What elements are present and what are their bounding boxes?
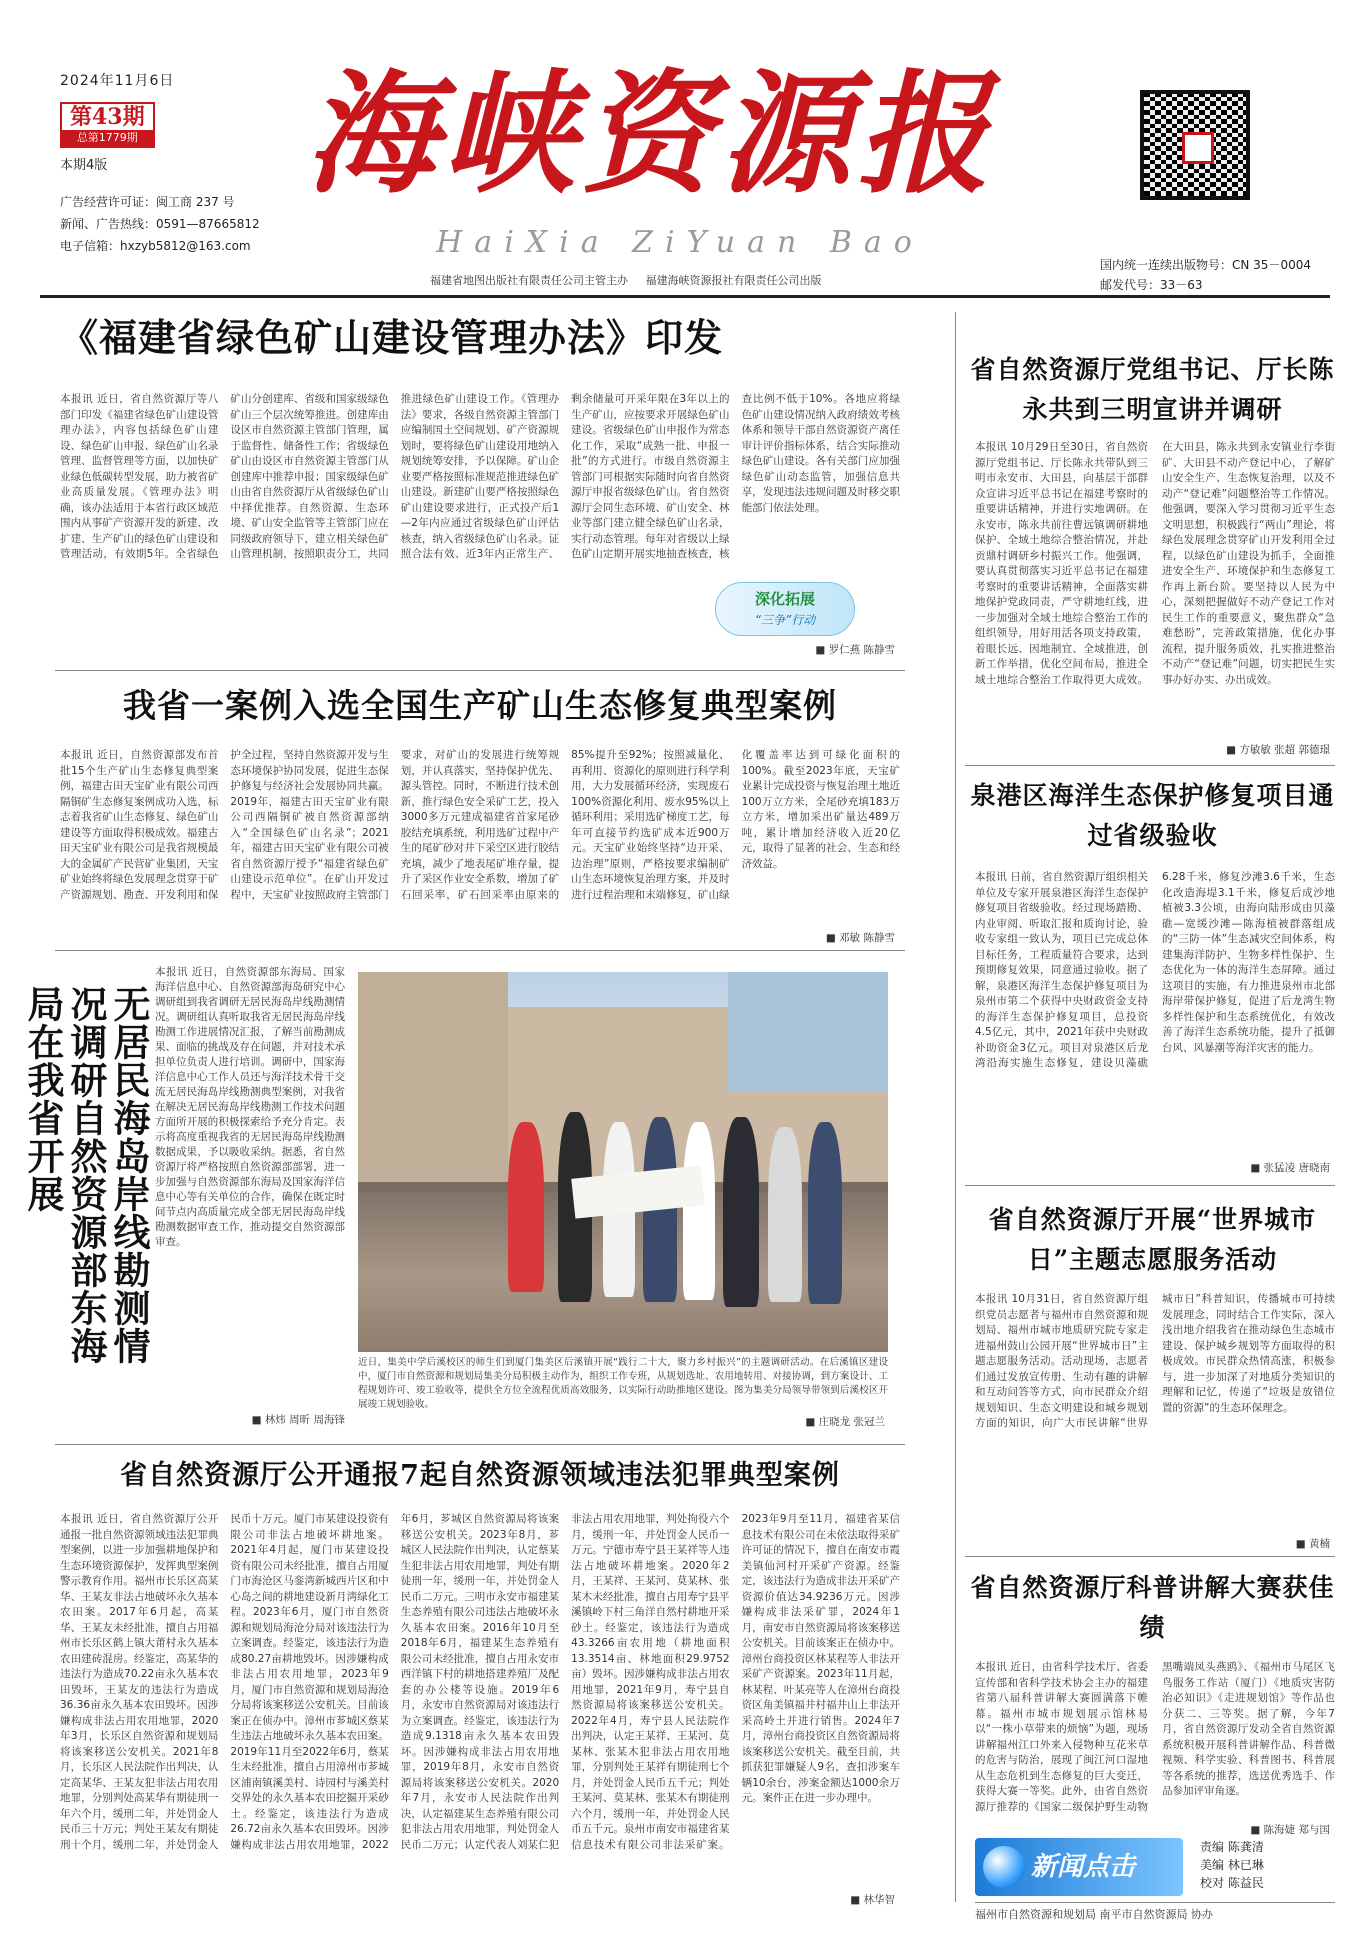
newspaper-pinyin: HaiXia ZiYuan Bao [436, 225, 924, 260]
editor-in-charge: 责编 陈龚清 [1200, 1840, 1264, 1854]
editors [1200, 1838, 1330, 1892]
article-3-byline: ■ 林炜 周昕 周海锋 [251, 1414, 345, 1426]
divider [965, 1556, 1335, 1557]
divider [55, 950, 905, 951]
proofreader: 校对 陈益民 [1200, 1876, 1264, 1890]
campaign-badge-line2: “三争”行动 [754, 613, 816, 627]
sponsors [430, 272, 822, 288]
right-4-byline: ■ 陈海婕 郑与国 [1250, 1824, 1330, 1836]
right-4-headline: 省自然资源厅科普讲解大赛获佳绩 [970, 1573, 1335, 1642]
right-4-body: 本报讯 近日，由省科学技术厅、省委宣传部和省科学技术协会主办的福建省第八届科普讲解大赛圆满落下帷幕。福州市城市规划展示馆林易以“一株小草带来的烦恼”为题，现场讲解福州江口外来入侵物种互花米草的危害与防治，展现了闽江河口湿地从生态危机到生态修复的巨大变迁，获得大赛一等奖。此外，由省自然资源厅推荐的《国家二级保护野生动物黑嘴端凤头燕鸥》、《福州市马尾区飞鸟服务工作站（厦门）《地质灾害防治必知识》《走进规划馆》等作品也分获二、三等奖。据了解，今年7月，省自然资源厅发动全省自然资源系统积极开展科普讲解作品、科普微视频、科学实验、科普图书、科普展等各系统的推荐，选送优秀选手、作品参加评审角逐。 [975, 1661, 1335, 1813]
globe-icon [983, 1846, 1025, 1888]
right-3-byline: ■ 黄楠 [1295, 1538, 1330, 1550]
divider [965, 1185, 1335, 1186]
publication-codes [1100, 255, 1320, 295]
cn-number: 国内统一连续出版物号：CN 35－0004 [1100, 258, 1311, 272]
article-4-body: 本报讯 近日，省自然资源厅公开通报一批自然资源领域违法犯罪典型案例，以进一步加强耕地保护和生态环境资源保护，发挥典型案例警示教育作用。福州市长乐区高某华、王某友非法占地破坏永久基本农田案。2017年6月起，高某华、王某友未经批准，擅自占用福州市长乐区鹤上镇大莆村永久基本农田建砖混房。经鉴定，高某华的违法行为造成70.22亩永久基本农田毁坏，王某友的违法行为造成36.36亩永久基本农田毁坏。因涉嫌构成非法占用农用地罪，2020年3月，长乐区自然资源和规划局将该案移送公安机关。2021年8月，长乐区人民法院作出判决，认定高某华、王某友犯非法占用农用地罪，分别判处高某华有期徒刑一年六个月，缓刑二年，并处罚金人民币三十万元；判处王某友有期徒刑十个月，缓刑二年，并处罚金人民币十万元。厦门市某建设投资有限公司非法占地破坏耕地案。2021年4月起，厦门市某建设投资有限公司未经批准，擅自占用厦门市海沧区马銮湾新城西片区和中心岛之间的耕地建设新月湾绿化工程。2023年6月，厦门市自然资源和规划局海沧分局对该违法行为立案调查。经鉴定，该违法行为造成80.27亩耕地毁坏。因涉嫌构成非法占用农用地罪，2023年9月，厦门市自然资源和规划局海沧分局将该案移送公安机关。目前该案正在侦办中。漳州市芗城区蔡某生违法占地破坏永久基本农田案。2019年11月至2022年6月，蔡某生未经批准，擅自占用漳州市芗城区浦南镇溪美村、诗园村与溪美村交界处的永久基本农田挖掘开采砂土。经鉴定，该违法行为造成26.72亩永久基本农田毁坏。因涉嫌构成非法占用农用地罪，2022年6月，芗城区自然资源局将该案移送公安机关。2023年8月，芗城区人民法院作出判决，认定蔡某生犯非法占用农用地罪，判处有期徒刑一年，缓刑一年，并处罚金人民币二万元。三明市永安市福建某生态养殖有限公司违法占地破坏永久基本农田案。2016年10月至2018年6月，福建某生态养殖有限公司未经批准，擅自占用永安市西洋镇下村的耕地搭建养殖厂及配套的办公楼等设施。2019年6月，永安市自然资源局对该违法行为立案调查。经鉴定，该违法行为造成9.1318亩永久基本农田毁坏。因涉嫌构成非法占用农用地罪，2019年8月，永安市自然资源局将该案移送公安机关。2020年7月，永安市人民法院作出判决，认定福建某生态养殖有限公司犯非法占用农用地罪，判处罚金人民币二万元；认定代表人刘某仁犯非法占用农用地罪，判处拘役六个月，缓刑一年，并处罚金人民币一万元。宁德市寿宁县王某祥等人违法占地破坏耕地案。2020年2月，王某祥、王某河、莫某林、张某木未经批准，擅自占用寿宁县平溪镇岭下村三角洋自然村耕地开采砂土。经鉴定，该违法行为造成43.3266亩农用地（耕地面积13.3514亩、林地面积29.9752亩）毁坏。因涉嫌构成非法占用农用地罪，2021年9月，寿宁县自然资源局将该案移送公安机关。2022年4月，寿宁县人民法院作出判决，认定王某祥、王某河、莫某林、张某木犯非法占用农用地罪，分别判处王某祥有期徒刑七个月，并处罚金人民币五千元；判处王某河、莫某林、张某木有期徒刑六个月，缓刑一年，并处罚金人民币五千元。泉州市南安市福建省某信息技术有限公司非法采矿案。2023年9月至11月，福建省某信息技术有限公司在未依法取得采矿许可证的情况下，擅自在南安市霞美镇仙河村开采矿产资源。经鉴定，该违法行为造成非法开采矿产资源价值达34.9236万元。因涉嫌构成非法采矿罪，2024年1月，南安市自然资源局将该案移送公安机关。目前该案正在侦办中。漳州台商投资区林某程等人非法开采矿产资源案。2023年11月起，林某程、叶某亮等人在漳州台商投资区角美镇福井村福井山上非法开采高岭土并进行销售。2024年7月，漳州台商投资区自然资源局将该案移送公安机关。截至目前，共抓获犯罪嫌疑人9名，查扣涉案车辆10余台，涉案金额达1000余万元。案件正在进一步办理中。 [60, 1513, 900, 1851]
divider [965, 765, 1335, 766]
qr-code-icon[interactable] [1140, 90, 1250, 200]
article-2-body: 本报讯 近日，自然资源部发布首批15个生产矿山生态修复典型案例，福建古田天宝矿业有限公司西隔铜矿生态修复案例成功入选，标志着我省矿山生态修复、绿色矿山建设等方面取得积极成效。福建古田天宝矿业有限公司是我省规模最大的金属矿产民营矿业集团，天宝矿业始终将绿色发展理念贯穿于矿产资源规划、勘查、开发利用和保护全过程，坚持自然资源开发与生态环境保护协同发展，促进生态保护修复与经济社会发展协同共赢。2019年，福建古田天宝矿业有限公司西隔铜矿被自然资源部纳入“全国绿色矿山名录”；2021年，福建古田天宝矿业有限公司被省自然资源厅授予“福建省绿色矿山建设示范单位”。在矿山开发过程中，天宝矿业按照政府主管部门要求，对矿山的发展进行统筹规划，并认真落实，坚持保护优先、源头管控。同时，不断进行技术创新，推行绿色安全采矿工艺，投入3000多万元建成福建省首家尾砂胶结充填系统，利用选矿过程中产生的尾矿砂对井下采空区进行胶结充填，减少了地表尾矿堆存量，提升了采区作业安全系数，增加了矿石回采率，矿石回采率由原来的85%提升至92%；按照减量化、再利用、资源化的原则进行科学利用，大力发展循环经济，实现废石100%资源化利用、废水95%以上循环利用；采用选矿梯度工艺，每年可直接节约选矿成本近900万元。天宝矿业始终坚持“边开采、边治理”原则，严格按要求编制矿山生态环境恢复治理方案，并及时进行过程治理和末端修复，矿山绿化覆盖率达到可绿化面积的100%。截至2023年底，天宝矿业累计完成投资与恢复治理土地近100万立方米，全尾砂充填183万立方米，增加采出矿量达489万吨，累计增加经济收入近20亿元，取得了显著的社会、生态和经济效益。 [60, 749, 900, 901]
article-4-byline: ■ 林华智 [850, 1894, 895, 1906]
ad-license: 广告经营许可证：闽工商 237 号 [60, 195, 235, 209]
article-1-headline: 《福建省绿色矿山建设管理办法》印发 [60, 315, 724, 360]
right-1-body: 本报讯 10月29日至30日，省自然资源厅党组书记、厅长陈永共带队到三明市永安市、大田县，向基层干部群众宣讲习近平总书记在福建考察时的重要讲话精神，并进行实地调研。在永安市，陈永共前往曹远镇调研耕地保护、全域土地综合整治情况，并赴贡鼎村调研乡村振兴工作。他强调，要认真贯彻落实习近平总书记在福建考察时的重要讲话精神，全面落实耕地保护党政同责，严守耕地红线，进一步加强对全域土地综合整治工作的组织领导，用好用活各项支持政策，着眼长远、因地制宜、全域推进，创新工作举措，优化空间布局，推进全域土地综合整治工作取得更大成效。在大田县，陈永共到永安镇业行李街矿、大田县不动产登记中心，了解矿山安全生产、生态恢复治理，以及不动产“登记难”问题整治等工作情况。他强调，要深入学习贯彻习近平生态文明思想，积极践行“两山”理论，将绿色发展理念贯穿矿山开发利用全过程，以绿色矿山建设为抓手，全面推进安全生产、环境保护和生态修复工作再上新台阶。要坚持以人民为中心，深刻把握做好不动产登记工作对民生工作的重要意义，聚焦群众“急难愁盼”，完善政策措施，优化办事流程，提升服务质效，扎实推进整治不动产“登记难”问题，切实把民生实事办好办实、办出成效。 [975, 441, 1335, 686]
divider [55, 1444, 905, 1445]
sponsor-1: 福建省地图出版社有限责任公司主管主办 [430, 274, 628, 287]
right-1-headline: 省自然资源厅党组书记、厅长陈永共到三明宣讲并调研 [970, 355, 1335, 424]
right-2-byline: ■ 张猛凌 唐晓南 [1250, 1162, 1330, 1174]
article-2-byline: ■ 邓敏 陈静雪 [825, 932, 895, 944]
photo-byline: ■ 庄晓龙 张冠兰 [805, 1416, 885, 1428]
article-4-headline: 省自然资源厅公开通报7起自然资源领域违法犯罪典型案例 [120, 1460, 840, 1491]
masthead-left-info [60, 70, 290, 257]
article-3-photo-caption: 近日，集美中学后溪校区的师生们到厦门集美区后溪镇开展“践行二十大，聚力乡村振兴”的主题调研活动。在后溪镇区建设中，厦门市自然资源和规划局集美分局积极主动作为，组织工作专班，从规划选址、农用地转用、对接协调，到方案设计、工程规划许可、竣工验收等，提供全方位全流程优质高效服务，以实际行动助推地区建设。图为集美分局领导带领到后溪校区开展竣工规划验收。 [358, 1357, 888, 1410]
campaign-badge-line1: 深化拓展 [754, 590, 815, 608]
art-editor: 美编 林已琳 [1200, 1858, 1264, 1872]
co-organizers: 福州市自然资源和规划局 南平市自然资源局 协办 [975, 1902, 1335, 1922]
article-1-byline: ■ 罗仁燕 陈静雪 [815, 644, 895, 656]
postal-code: 邮发代号：33－63 [1100, 278, 1203, 292]
right-3-body: 本报讯 10月31日，省自然资源厅组织党员志愿者与福州市自然资源和规划局、福州市城市地质研究院专家走进福州鼓山公园开展“世界城市日”主题志愿服务活动。活动现场，志愿者们通过发放宣传册、生动有趣的讲解和互动问答等方式，向市民群众介绍规划知识、生态文明建设和城乡规划方面的知识，向广大市民讲解“世界城市日”科普知识，传播城市可持续发展理念，同时结合工作实际，深入浅出地介绍我省在推动绿色生态城市建设、保护城乡规划等方面取得的积极成效。市民群众热情高涨，积极参与，进一步加深了对地质分类知识的理解和记忆，传递了“垃圾是放错位置的资源”的生态环保理念。 [975, 1293, 1335, 1429]
page-count: 本期4版 [60, 158, 108, 173]
divider [55, 670, 905, 671]
news-click-banner [975, 1838, 1183, 1896]
news-click-label: 新闻点击 [1031, 1852, 1136, 1882]
campaign-badge [715, 582, 855, 636]
email: 电子信箱：hxzyb5812@163.com [60, 239, 251, 253]
masthead [40, 57, 1330, 295]
right-2-body: 本报讯 日前，省自然资源厅组织相关单位及专家开展泉港区海洋生态保护修复项目省级验收。经过现场踏勘、内业审阅、听取汇报和质询讨论，验收专家组一致认为，项目已完成总体目标任务，工程质量符合要求，达到预期修复效果，同意通过验收。据了解，泉港区海洋生态保护修复项目为泉州市第二个获得中央财政资金支持的海洋生态保护修复项目，总投资4.5亿元，其中，2021年获中央财政补助资金3亿元。项目对泉港区后龙湾沿海实施生态修复，建设贝藻礁6.28千米，修复沙滩3.6千米，生态化改造海堤3.1千米，修复后成沙地植被3.3公顷，由海向陆形成由贝藻礁—宽缓沙滩—陈海植被群落组成的“三防一体”生态减灾空间体系，构建集海洋防护、生物多样性保护、生态优化为一体的海洋生态屏障。通过这项目的实施，有力推进泉州市北部海岸带保护修复，促进了后龙湾生物多样性保护和生态系统优化，有效改善了海洋生态系统功能，提升了抵御台风、风暴潮等海洋灾害的能力。 [975, 871, 1335, 1069]
column-divider [955, 312, 956, 1902]
newspaper-logo: 海峡资源报 [305, 57, 995, 212]
issue-number: 第43期 [70, 104, 145, 130]
masthead-rule [40, 295, 1330, 298]
sponsor-2: 福建海峡资源报社有限责任公司出版 [645, 274, 822, 287]
article-3-body: 本报讯 近日，自然资源部东海局、国家海洋信息中心、自然资源部海岛研究中心调研组到我省调研无居民海岛岸线勘测情况。调研组认真听取我省无居民海岛岸线勘测工作进展情况汇报，了解当前勘测成果、面临的挑战及存在问题，并对技术承担单位负责人进行培训。调研中，国家海洋信息中心工作人员还与海洋技术骨干交流无居民海岛岸线勘测典型案例，对我省在解决无居民海岛岸线勘测工作技术问题方面所开展的积极探索给予充分肯定。表示将高度重视我省的无居民海岛岸线勘测数据成果，予以吸收采纳。据悉，省自然资源厅将严格按照自然资源部部署，进一步加强与自然资源部东海局及国家海洋信息中心等有关单位的合作，确保在既定时间节点内高质量完成全部无居民海岛岸线勘测数据审查工作，推动提交自然资源部审查。 [155, 966, 345, 1248]
article-2-headline: 我省一案例入选全国生产矿山生态修复典型案例 [123, 686, 837, 725]
issue-total: 总第1779期 [62, 130, 153, 146]
contact-info [60, 191, 290, 257]
right-2-headline: 泉港区海洋生态保护修复项目通过省级验收 [970, 781, 1335, 850]
right-1-byline: ■ 方敏敏 张超 郭德璟 [1226, 744, 1330, 756]
article-1-body: 本报讯 近日，省自然资源厅等八部门印发《福建省绿色矿山建设管理办法》，内容包括绿色矿山建设、绿色矿山申报、绿色矿山名录管理、监督管理等方面，以加快矿业绿色低碳转型发展，助力被省矿业高质量发展。《管理办法》明确，该办法适用于本省行政区域范围内从事矿产资源开发的新建、改扩建、生产矿山的绿色矿山建设和管理活动，有效期5年。全省绿色矿山分创建库、省级和国家级绿色矿山三个层次统筹推进。创建库由设区市自然资源主管部门管理，属于监督性、储备性工作；省级绿色矿山由设区市自然资源主管部门从创建库中推荐申报；国家级绿色矿山由省自然资源厅从省级绿色矿山中择优推荐。自然资源、生态环境、矿山安全监管等主管部门应在同级政府领导下，建立相关绿色矿山管理机制，按照职责分工，共同推进绿色矿山建设工作。《管理办法》要求，各级自然资源主管部门应编制国土空间规划、矿产资源规划时，要将绿色矿山建设用地纳入规划统筹安排，予以保障。矿山企业要严格按照标准规范推进绿色矿山建设。新建矿山要严格按照绿色矿山建设要求进行，正式投产后1—2年内应通过省级绿色矿山评估核查，纳入省级绿色矿山名录。证照合法有效、近3年内正常生产、剩余储量可开采年限在3年以上的生产矿山，应按要求开展绿色矿山建设。省级绿色矿山申报作为常态化工作，采取“成熟一批、申报一批”的方式进行。市级自然资源主管部门可根据实际随时向省自然资源厅申报省级绿色矿山。省自然资源厅会同生态环境、矿山安全、林业等部门建立健全绿色矿山名录，实行动态管理。每年对省级以上绿色矿山定期开展实地抽查核查，核查比例不低于10%。各地应将绿色矿山建设情况纳入政府绩效考核体系和领导干部自然资源资产离任审计评价指标体系，结合实际推动绿色矿山建设。各有关部门应加强绿色矿山动态监管，加强信息共享，发现违法违规问题及时移交职能部门依法处理。 [60, 393, 900, 560]
hotline: 新闻、广告热线：0591—87665812 [60, 217, 260, 231]
issue-number-box [60, 102, 155, 148]
right-3-headline: 省自然资源厅开展“世界城市日”主题志愿服务活动 [988, 1205, 1317, 1274]
issue-date: 2024年11月6日 [60, 73, 175, 89]
article-3-photo [358, 972, 888, 1352]
article-3-headline: 无居民海岛岸线勘测情况调研自然资源部东海局在我省开展 [21, 985, 151, 1365]
